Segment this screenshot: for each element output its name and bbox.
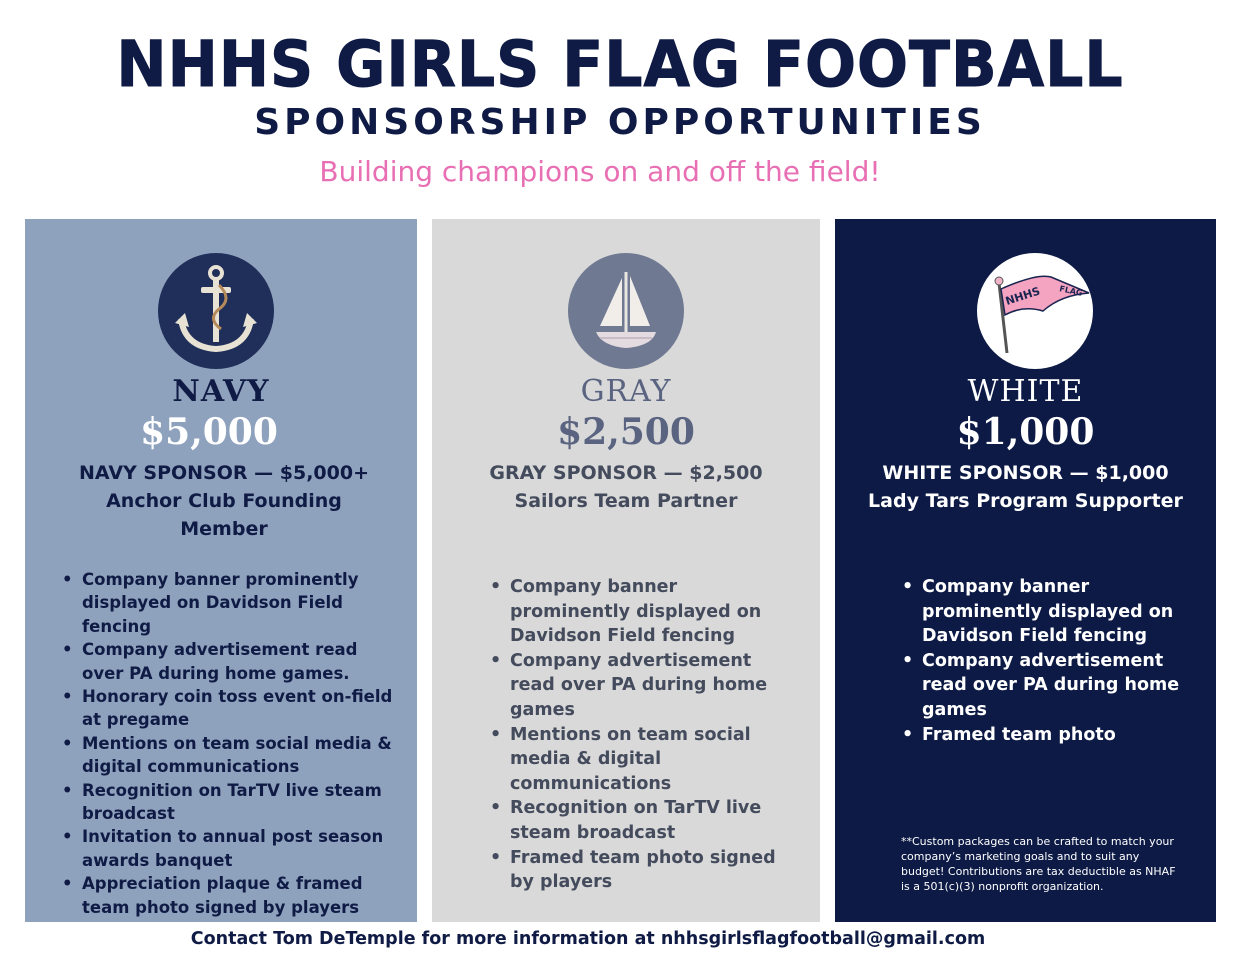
tier-name: NAVY [172,374,270,409]
page-subtitle: SPONSORSHIP OPPORTUNITIES [254,102,986,143]
flag-text-nhhs: NHHS [1003,284,1042,308]
list-item: • Company advertisement read over PA during home games. [62,638,402,685]
list-item: • Recognition on TarTV live steam broadcast [62,779,402,826]
benefits-list [902,575,1202,747]
gray-tier-panel [432,219,820,922]
sponsor-subtitle: Lady Tars Program Supporter [868,490,1183,512]
white-tier-panel [835,219,1216,922]
benefits-list [490,575,790,895]
sponsor-subtitle: Sailors Team Partner [514,490,738,512]
tier-price: $2,500 [557,411,695,453]
sponsor-headline [432,459,820,515]
sponsor-title: WHITE SPONSOR — $1,000 [882,462,1169,484]
anchor-icon [158,253,274,369]
flag-text-flag: FLAG [1058,284,1084,298]
sponsor-title: GRAY SPONSOR — $2,500 [489,462,763,484]
list-item: • Company banner prominently displayed on Davidson Field fencing [902,575,1202,649]
navy-tier-panel [25,219,417,922]
pennant-flag-icon [977,253,1093,369]
sponsor-title: NAVY SPONSOR — $5,000+ [79,462,369,484]
list-item: • Company banner prominently displayed on Davidson Field fencing [62,568,402,638]
contact-line: Contact Tom DeTemple for more information at nhhsgirlsflagfootball@gmail.com [190,929,986,949]
footnote: **Custom packages can be crafted to match your company’s marketing goals and to suit any budget! Contributions are tax deductible as NHAF is a 501(c)(3) nonprofit organization. [901,835,1176,893]
list-item: • Invitation to annual post season awards banquet [62,825,402,872]
tier-price: $5,000 [140,411,278,453]
list-item: • Mentions on team social media & digital communications [62,732,402,779]
list-item: • Company advertisement read over PA during home games [902,649,1202,723]
list-item: • Recognition on TarTV live steam broadcast [490,796,790,845]
benefits-list [62,568,402,919]
list-item: • Company banner prominently displayed on Davidson Field fencing [490,575,790,649]
list-item: • Framed team photo signed by players [490,846,790,895]
tier-name: WHITE [967,374,1084,409]
sponsor-headline [835,459,1216,515]
page-title: NHHS GIRLS FLAG FOOTBALL [116,28,1124,102]
sponsor-subtitle: Anchor Club Founding Member [106,490,342,540]
list-item: • Framed team photo [902,723,1202,748]
list-item: • Company advertisement read over PA during home games [490,649,790,723]
tagline: Building champions on and off the field! [319,155,881,188]
list-item: • Appreciation plaque & framed team photo signed by players [62,872,402,919]
tier-price: $1,000 [956,411,1095,453]
tier-name: GRAY [580,374,672,409]
list-item: • Honorary coin toss event on-field at pregame [62,685,402,732]
list-item: • Mentions on team social media & digital communications [490,723,790,797]
sailboat-icon [568,253,684,369]
sponsor-headline [25,459,417,543]
